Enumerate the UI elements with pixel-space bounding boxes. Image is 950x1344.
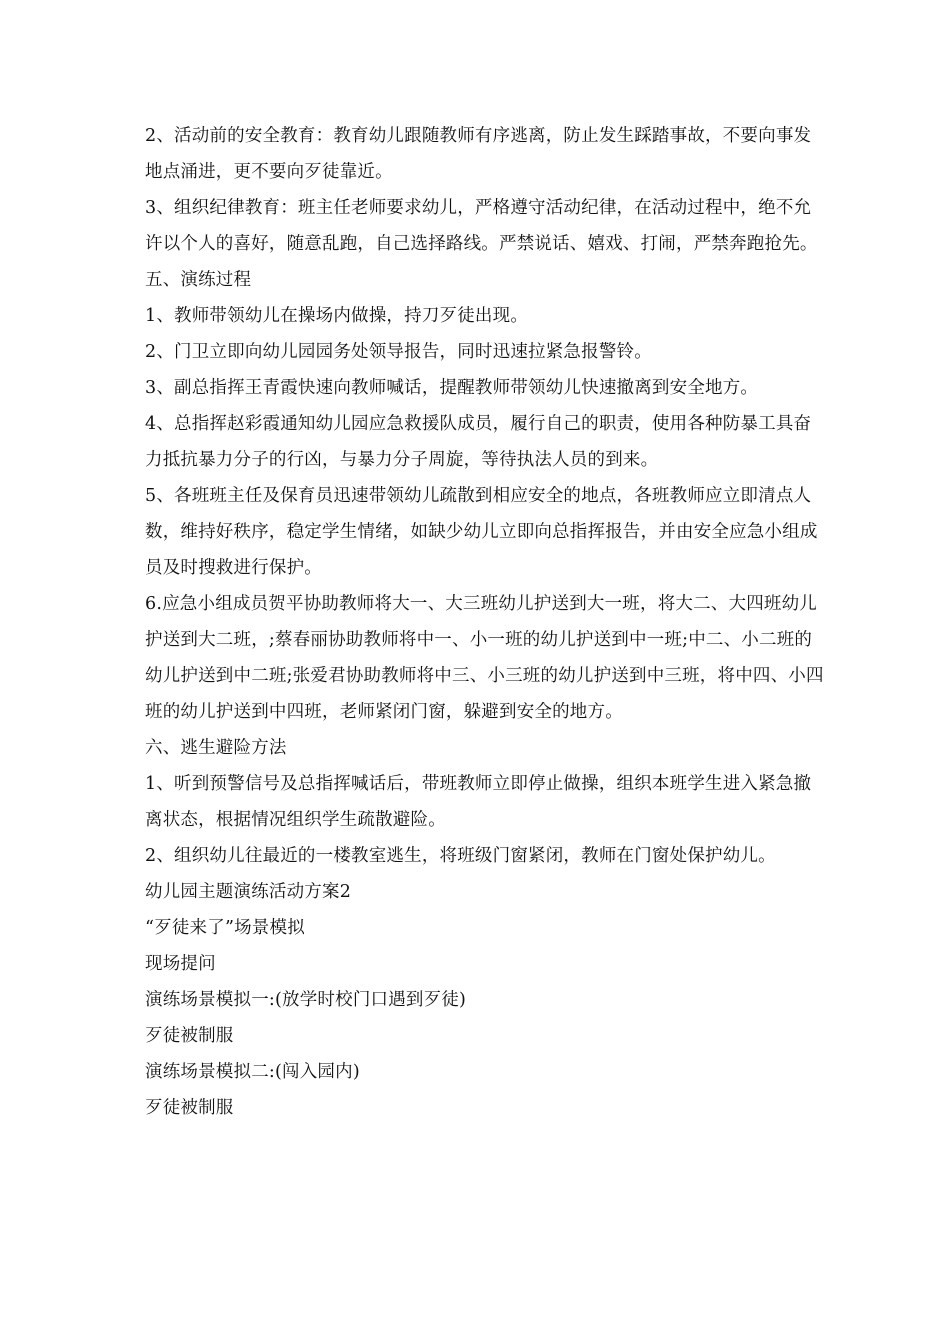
plan-title: 幼儿园主题演练活动方案2 [145,882,352,902]
scenario-line-simulation-1: 演练场景模拟一:(放学时校门口遇到歹徒) [145,990,467,1010]
paragraph-escape-step-2: 2、组织幼儿往最近的一楼教室逃生，将班级门窗紧闭，教师在门窗处保护幼儿。 [145,846,776,866]
paragraph-discipline-education: 3、组织纪律教育：班主任老师要求幼儿，严格遵守活动纪律，在活动过程中，绝不允许以个人的喜好，随意乱跑，自己选择路线。严禁说话、嬉戏、打闹，严禁奔跑抢先。 [145,198,818,254]
scenario-line-questions: 现场提问 [145,954,216,974]
section-heading-drill-process: 五、演练过程 [145,270,252,290]
scenario-title: “歹徒来了”场景模拟 [145,918,305,938]
paragraph-drill-step-1: 1、教师带领幼儿在操场内做操，持刀歹徒出现。 [145,306,529,326]
scenario-line-simulation-2: 演练场景模拟二:(闯入园内) [145,1062,360,1082]
paragraph-drill-step-3: 3、副总指挥王青霞快速向教师喊话，提醒教师带领幼儿快速撤离到安全地方。 [145,378,759,398]
paragraph-drill-step-6: 6.应急小组成员贺平协助教师将大一、大三班幼儿护送到大一班，将大二、大四班幼儿护送到大二班，;蔡春丽协助教师将中一、小一班的幼儿护送到中一班;中二、小二班的幼儿护送到中二班;张爱君协助教师将中三、小三班的幼儿护送到中三班，将中四、小四班的幼儿护送到中四班，老师紧闭门窗，躲避到安全的地方。 [145,594,824,722]
section-heading-escape-methods: 六、逃生避险方法 [145,738,287,758]
document-body [145,118,825,1126]
scenario-line-subdued-2: 歹徒被制服 [145,1098,234,1118]
paragraph-drill-step-2: 2、门卫立即向幼儿园园务处领导报告，同时迅速拉紧急报警铃。 [145,342,652,362]
paragraph-drill-step-5: 5、各班班主任及保育员迅速带领幼儿疏散到相应安全的地点，各班教师应立即清点人数，维持好秩序，稳定学生情绪，如缺少幼儿立即向总指挥报告，并由安全应急小组成员及时搜救进行保护。 [145,486,818,578]
scenario-line-subdued-1: 歹徒被制服 [145,1026,234,1046]
paragraph-safety-education: 2、活动前的安全教育：教育幼儿跟随教师有序逃离，防止发生踩踏事故，不要向事发地点涌进，更不要向歹徒靠近。 [145,126,812,182]
paragraph-escape-step-1: 1、听到预警信号及总指挥喊话后，带班教师立即停止做操，组织本班学生进入紧急撤离状态，根据情况组织学生疏散避险。 [145,774,812,830]
paragraph-drill-step-4: 4、总指挥赵彩霞通知幼儿园应急救援队成员，履行自己的职责，使用各种防暴工具奋力抵抗暴力分子的行凶，与暴力分子周旋，等待执法人员的到来。 [145,414,812,470]
